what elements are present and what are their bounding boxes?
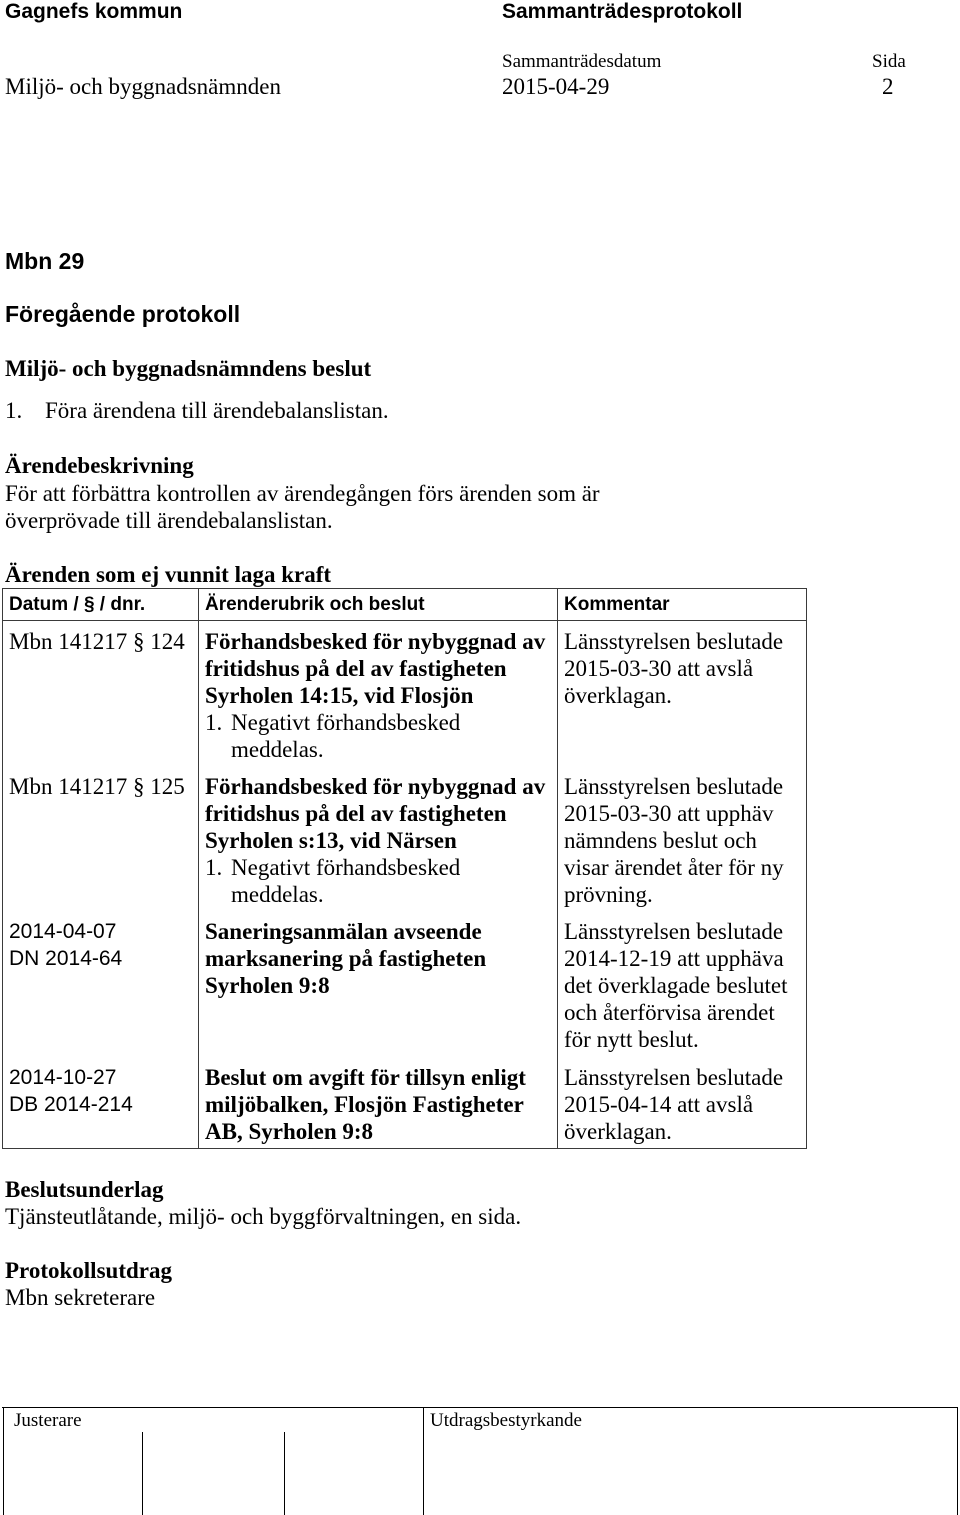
comment-line: för nytt beslut.: [564, 1026, 699, 1052]
comment-line: Länsstyrelsen beslutade: [564, 918, 784, 944]
item-title: Föregående protokoll: [5, 301, 241, 327]
decision-line: Negativt förhandsbesked: [231, 710, 461, 735]
table-row: [3, 766, 807, 911]
meeting-date: 2015-04-29: [502, 74, 610, 99]
comment-line: överklagan.: [564, 1118, 672, 1144]
footer-box-line: [3, 1408, 4, 1515]
committee-name: Miljö- och byggnadsnämnden: [5, 74, 281, 99]
subject-line: Förhandsbesked för nybyggnad av: [205, 773, 546, 799]
reference-line: DN 2014-64: [9, 946, 123, 970]
decision-heading: Miljö- och byggnadsnämndens beslut: [5, 356, 372, 381]
footer-box-line: [957, 1408, 958, 1515]
subject-line: Syrholen 14:15, vid Flosjön: [205, 683, 474, 708]
decision-text: Föra ärendena till ärendebalanslistan.: [45, 398, 389, 423]
adjusters-label: Justerare: [14, 1410, 82, 1431]
comment-line: och återförvisa ärendet: [564, 999, 775, 1025]
comment-cell: [558, 766, 807, 911]
basis-heading: Beslutsunderlag: [5, 1177, 164, 1202]
extract-heading: Protokollsutdrag: [5, 1258, 172, 1283]
comment-line: 2015-04-14 att avslå: [564, 1091, 754, 1117]
document-type: Sammanträdesprotokoll: [502, 0, 743, 23]
table-row: [3, 621, 807, 766]
decision-item: [205, 709, 553, 763]
comment-line: 2014-12-19 att upphäva: [564, 945, 784, 971]
description-heading: Ärendebeskrivning: [5, 453, 194, 478]
subject-line: fritidshus på del av fastigheten: [205, 656, 507, 681]
item-number: Mbn 29: [5, 248, 85, 274]
comment-line: överklagan.: [564, 683, 672, 708]
decision-item: [205, 854, 553, 908]
description-line: överprövade till ärendebalanslistan.: [5, 508, 333, 533]
decision-line: meddelas.: [231, 881, 324, 907]
comment-line: det överklagade beslutet: [564, 972, 788, 998]
comment-line: Länsstyrelsen beslutade: [564, 629, 784, 654]
reference-line: 2014-04-07: [9, 919, 117, 943]
description-line: För att förbättra kontrollen av ärendegången förs ärenden som är: [5, 481, 600, 506]
subject-cell: [199, 1057, 558, 1149]
decision-marker: 1.: [205, 710, 223, 735]
comment-line: visar ärendet åter för ny: [564, 854, 784, 880]
extract-recipients: Mbn sekreterare: [5, 1285, 156, 1310]
reference-line: Mbn 141217 § 124: [9, 629, 185, 654]
subject-cell: [199, 766, 558, 911]
basis-text: Tjänsteutlåtande, miljö- och byggförvaltningen, en sida.: [5, 1204, 522, 1229]
decision-marker: 1.: [205, 854, 223, 880]
reference-cell: [3, 911, 199, 1057]
reference-line: Mbn 141217 § 125: [9, 773, 185, 799]
table-header-row: [3, 589, 807, 621]
page-label: Sida: [872, 51, 906, 72]
subject-cell: [199, 621, 558, 766]
page-number: 2: [882, 74, 894, 99]
table-row: [3, 911, 807, 1057]
comment-line: nämndens beslut och: [564, 827, 757, 853]
subject-cell: [199, 911, 558, 1057]
reference-cell: [3, 1057, 199, 1149]
description-text: [5, 480, 600, 534]
certification-label: Utdragsbestyrkande: [430, 1410, 582, 1431]
column-header-reference: Datum / § / dnr.: [3, 589, 199, 621]
column-header-subject: Ärenderubrik och beslut: [199, 589, 558, 621]
reference-line: DB 2014-214: [9, 1092, 133, 1116]
comment-line: Länsstyrelsen beslutade: [564, 773, 784, 799]
column-header-comment: Kommentar: [558, 589, 807, 621]
subject-line: Syrholen 9:8: [205, 972, 330, 998]
meeting-date-label: Sammanträdesdatum: [502, 51, 662, 72]
comment-line: 2015-03-30 att avslå: [564, 656, 754, 681]
subject-line: Saneringsanmälan avseende: [205, 918, 482, 944]
subject-line: marksanering på fastigheten: [205, 945, 487, 971]
decision-line: Negativt förhandsbesked: [231, 854, 461, 880]
reference-cell: [3, 766, 199, 911]
footer-divider: [2, 1407, 958, 1408]
case-table: [2, 588, 807, 1149]
comment-line: prövning.: [564, 881, 653, 907]
subject-line: miljöbalken, Flosjön Fastigheter: [205, 1091, 524, 1117]
comment-line: Länsstyrelsen beslutade: [564, 1064, 784, 1090]
comment-cell: [558, 1057, 807, 1149]
reference-line: 2014-10-27: [9, 1065, 117, 1089]
subject-line: Förhandsbesked för nybyggnad av: [205, 629, 546, 654]
table-row: [3, 1057, 807, 1149]
reference-cell: [3, 621, 199, 766]
decision-line: meddelas.: [231, 737, 324, 762]
footer-box-line: [142, 1432, 143, 1515]
subject-line: Syrholen s:13, vid Närsen: [205, 827, 457, 853]
decision-list-item: [5, 397, 389, 424]
subject-line: AB, Syrholen 9:8: [205, 1118, 374, 1144]
table-heading: Ärenden som ej vunnit laga kraft: [5, 562, 332, 587]
subject-line: fritidshus på del av fastigheten: [205, 800, 507, 826]
footer-box-line: [423, 1408, 424, 1515]
comment-cell: [558, 621, 807, 766]
decision-marker: 1.: [5, 398, 23, 423]
comment-cell: [558, 911, 807, 1057]
subject-line: Beslut om avgift för tillsyn enligt: [205, 1064, 526, 1090]
organization-name: Gagnefs kommun: [5, 0, 183, 23]
comment-line: 2015-03-30 att upphäv: [564, 800, 774, 826]
footer-box-line: [284, 1432, 285, 1515]
